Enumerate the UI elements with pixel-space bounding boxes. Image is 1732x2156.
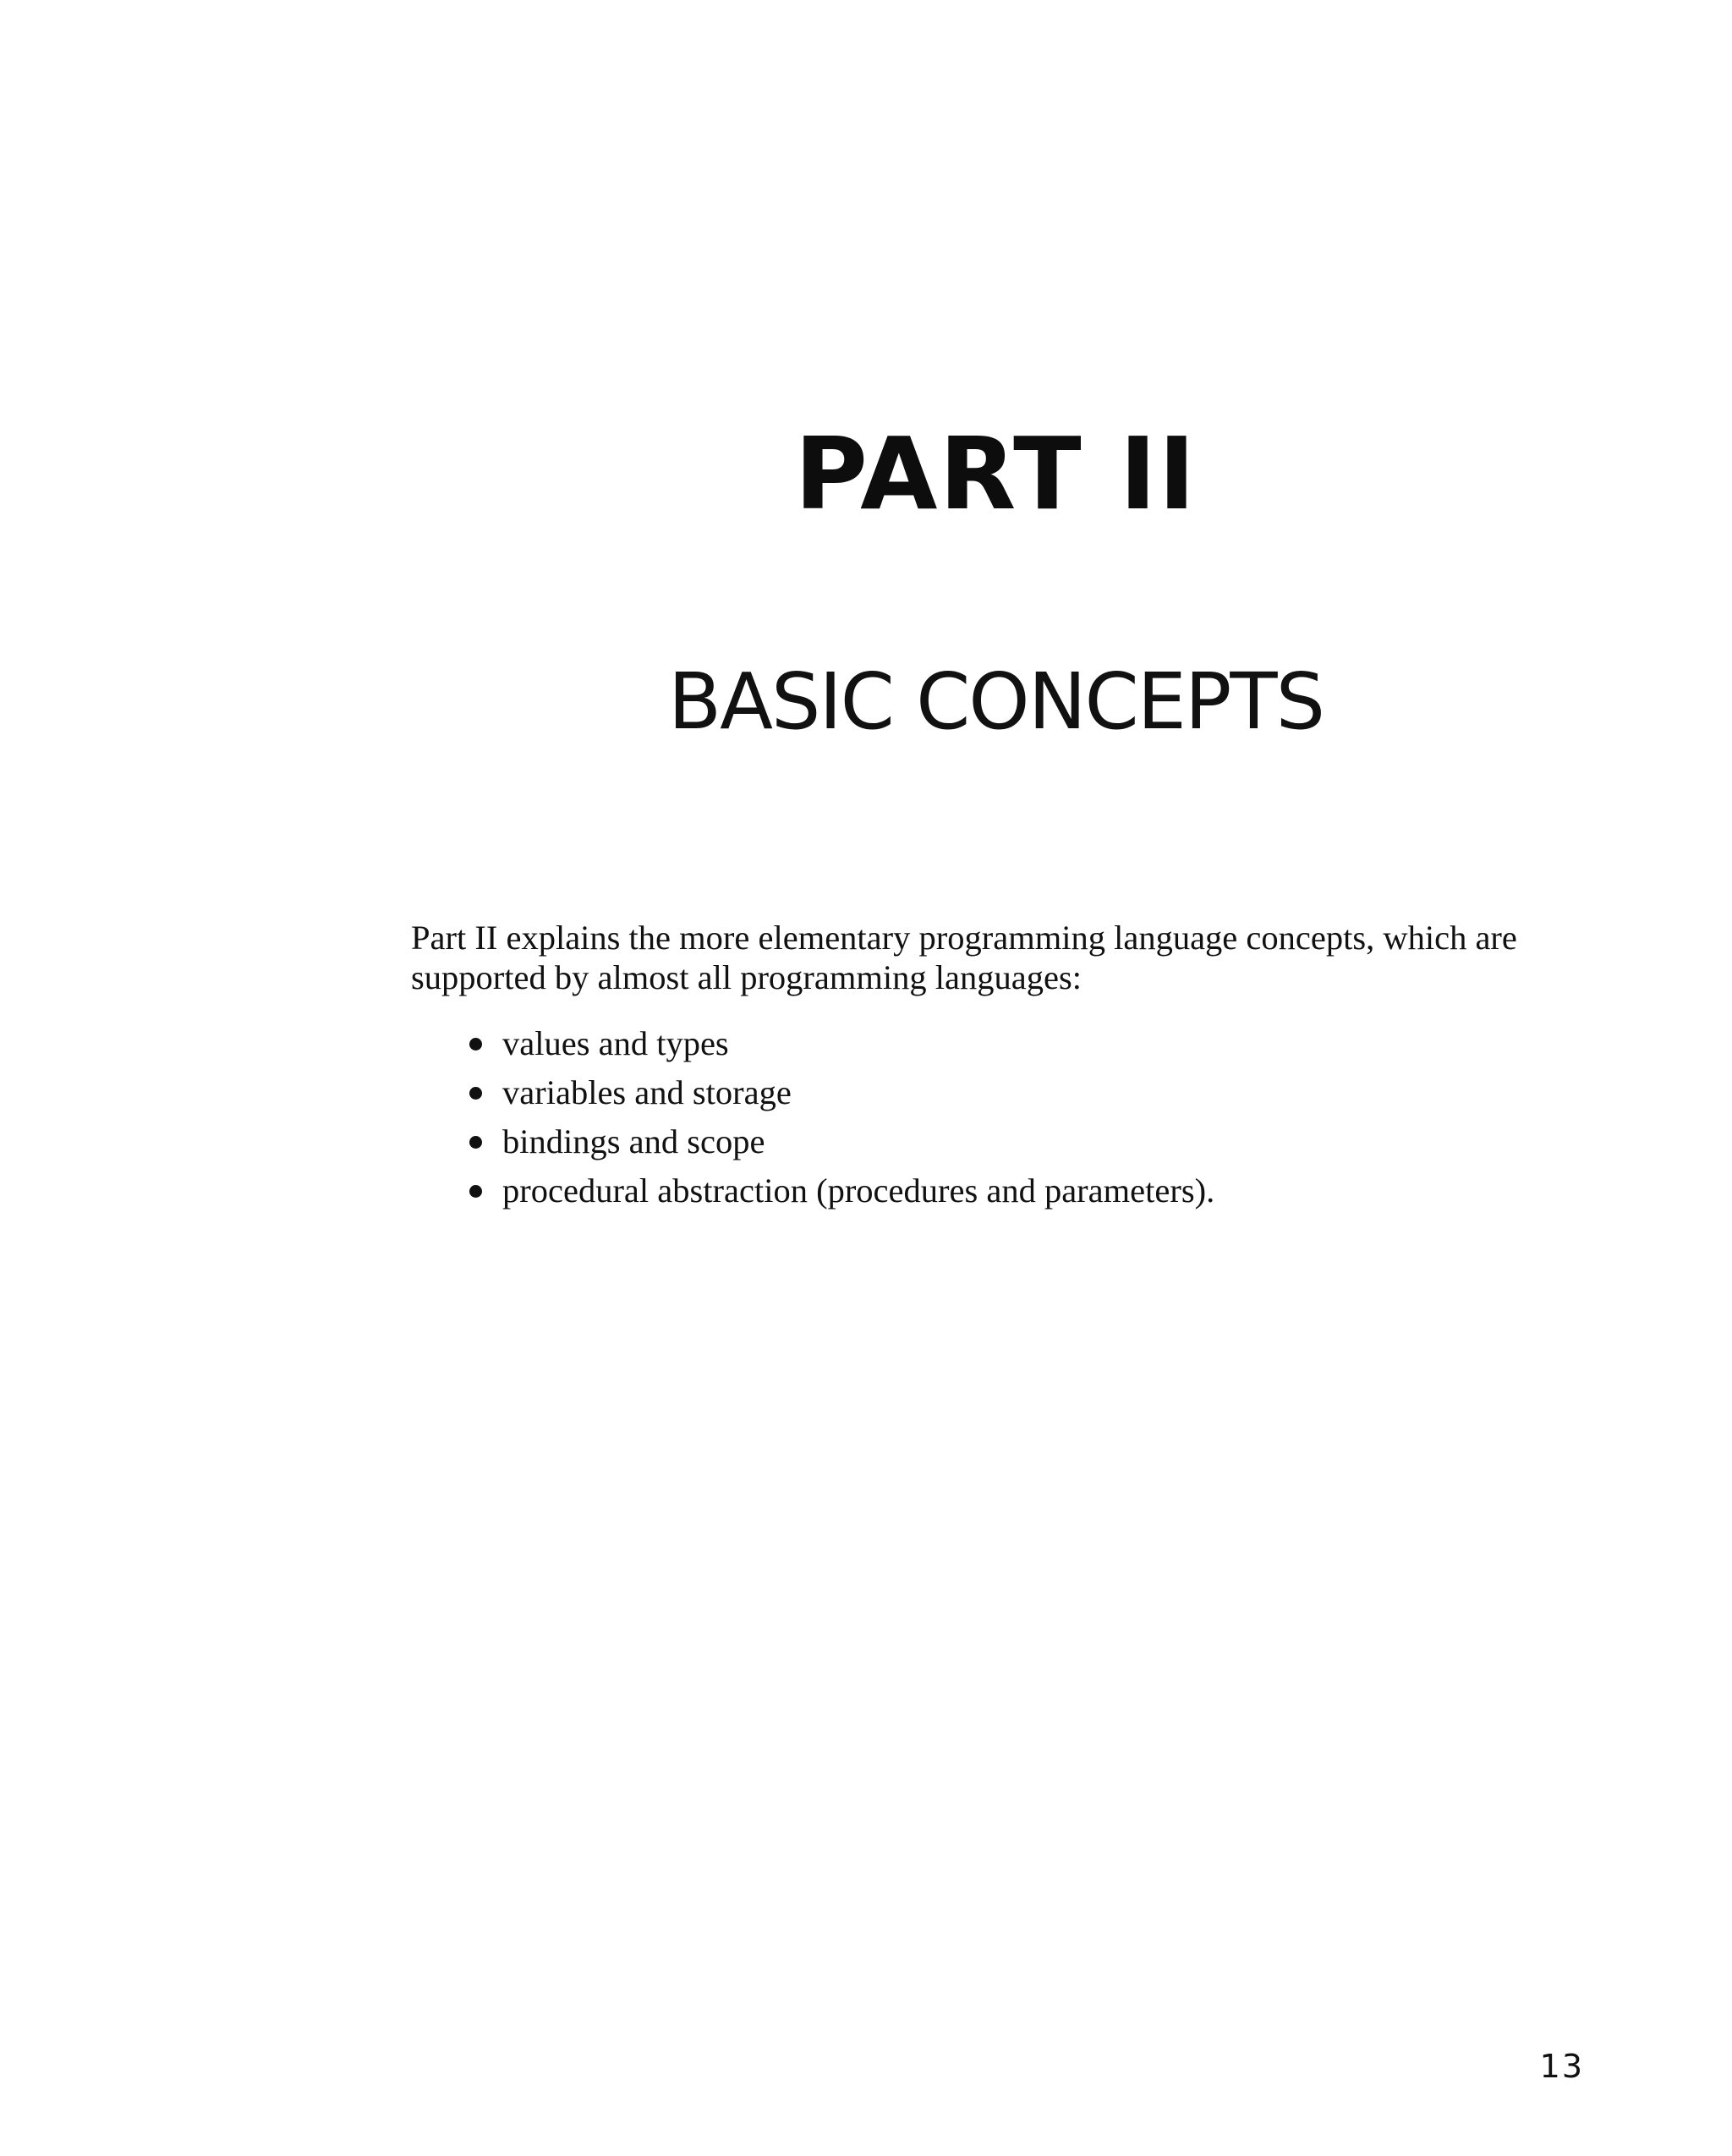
list-item (469, 1166, 1214, 1215)
list-item (469, 1068, 1214, 1117)
bullet-icon (469, 1087, 482, 1100)
page-number: 13 (1539, 2048, 1584, 2085)
list-item-text: bindings and scope (502, 1122, 765, 1160)
list-item (469, 1117, 1214, 1166)
bullet-icon (469, 1038, 482, 1051)
list-item-text: variables and storage (502, 1073, 792, 1111)
bullet-icon (469, 1185, 482, 1198)
list-item (469, 1019, 1214, 1068)
list-item-text: values and types (502, 1024, 729, 1062)
list-item-text: procedural abstraction (procedures and parameters). (502, 1171, 1215, 1210)
concept-list (469, 1019, 1214, 1215)
bullet-icon (469, 1136, 482, 1149)
intro-paragraph: Part II explains the more elementary programming language concepts, which are supported by almost all programming languages: (411, 919, 1517, 996)
part-subtitle: BASIC CONCEPTS (668, 656, 1324, 747)
part-title: PART II (794, 415, 1198, 532)
